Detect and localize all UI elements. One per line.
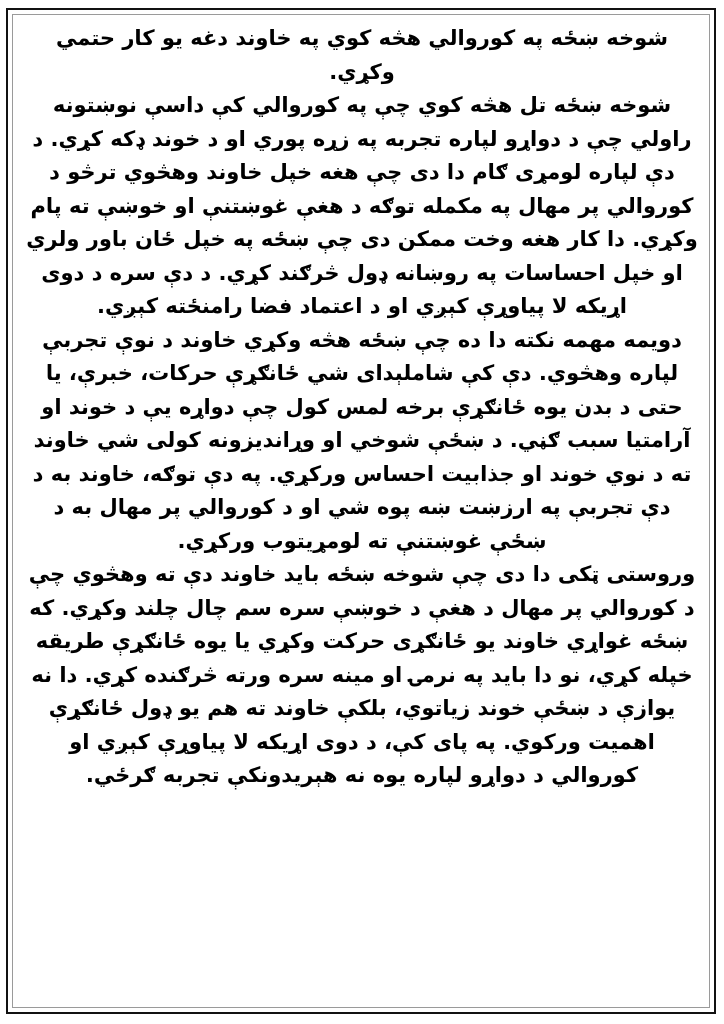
paragraph-intro: شوخه ښځه تل هڅه کوي چې په کوروالي کې داسې نوښتونه راولي چې د دواړو لپاره تجربه په زړه پوري او د خوند ډکه کړي. د دې لپاره لومړی ګام دا دی چې هغه خپل خاوند وهڅوي ترڅو د کوروالي پر مهال په مکمله توګه د هغې غوښتنې او خوښې ته پام وکړي. دا کار هغه وخت ممکن دی چې ښځه په خپل ځان باور ولري او خپل احساسات په روښانه ډول څرګند کړي. د دې سره د دوی اړیکه لا پیاوړې کېږي او د اعتماد فضا رامنځته کېږي.: [26, 93, 698, 318]
article-body: [22, 22, 702, 972]
article-title-line: شوخه ښځه په کوروالي هڅه کوي په خاوند دغه یو کار حتمي وکړي.: [56, 26, 668, 84]
paragraph-final-point: وروستی ټکی دا دی چې شوخه ښځه باید خاوند دې ته وهڅوي چې د کوروالي پر مهال د هغې د خوښې سره سم چال چلند وکړي. که ښځه غواړي خاوند یو ځانګړی حرکت وکړي یا یوه ځانګړې طریقه خپله کړي، نو دا باید په نرمۍ او مینه سره ورته څرګنده کړي. دا نه یوازې د ښځې خوند زیاتوي، بلکې خاوند ته هم یو ډول ځانګړې اهمیت ورکوي. په پای کې، د دوی اړیکه لا پیاوړې کېږي او کوروالي د دواړو لپاره یوه نه هېریدونکې تجربه ګرځي.: [28, 562, 696, 787]
paragraph-second-point: دویمه مهمه نکته دا ده چې ښځه هڅه وکړي خاوند د نوې تجربې لپاره وهڅوي. دې کې شاملېدای شي ځانګړې حرکات، خبرې، یا حتی د بدن یوه ځانګړې برخه لمس کول چې دواړه یې د خوند او آرامتیا سبب ګڼي. د ښځې شوخي او وړاندیزونه کولی شي خاوند ته د نوي خوند او جذابیت احساس ورکړي. په دې توګه، خاوند به د دې تجربې په ارزښت ښه پوه شي او د کوروالي پر مهال به د ښځې غوښتنې ته لومړیتوب ورکړي.: [32, 327, 692, 553]
